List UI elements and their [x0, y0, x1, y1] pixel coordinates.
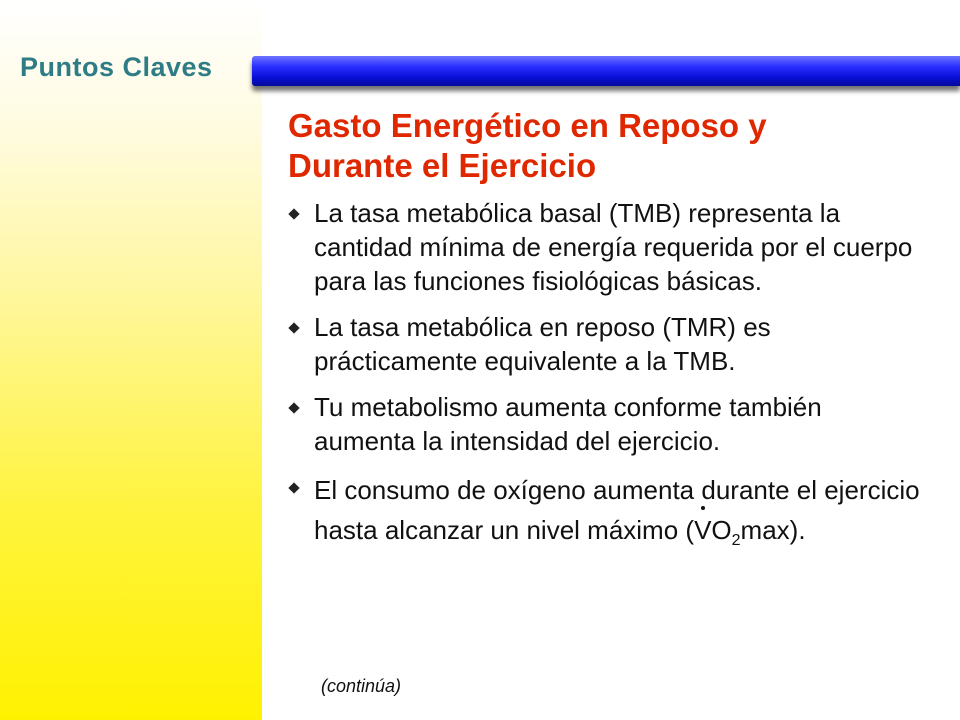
slide-title-line-2: Durante el Ejercicio	[288, 147, 597, 184]
diamond-bullet-icon	[288, 208, 299, 219]
slide-title-line-1: Gasto Energético en Reposo y	[288, 107, 767, 144]
diamond-bullet-icon	[288, 482, 299, 493]
vo2-v-letter: V	[694, 510, 711, 550]
section-label: Puntos Claves	[20, 52, 213, 82]
bullet-text: La tasa metabólica en reposo (TMR) es prácticamente equivalente a la TMB.	[314, 312, 771, 376]
bullet-text: La tasa metabólica basal (TMB) representa la cantidad mínima de energía requerida por el cuerpo para las funciones fisiológicas básicas.	[314, 198, 913, 296]
header-bar	[252, 56, 960, 86]
bullet-text: Tu metabolismo aumenta conforme también aumenta la intensidad del ejercicio.	[314, 392, 822, 456]
diamond-bullet-icon	[288, 322, 299, 333]
bullet-item	[288, 470, 928, 561]
continued-note: (continúa)	[321, 676, 402, 696]
vo2-subscript: 2	[731, 532, 741, 550]
bullet-item	[288, 390, 928, 458]
bullet-list	[288, 196, 928, 573]
side-panel	[0, 0, 262, 720]
bullet-item	[288, 196, 928, 298]
bullet-text: El consumo de oxígeno aumenta durante el ejercicio hasta alcanzar un nivel máximo (	[314, 475, 920, 545]
vo2-suffix: max).	[740, 515, 806, 545]
diamond-bullet-icon	[288, 402, 299, 413]
slide-title	[288, 106, 928, 186]
bullet-item	[288, 310, 928, 378]
vo2-o-letter: O	[711, 515, 732, 545]
